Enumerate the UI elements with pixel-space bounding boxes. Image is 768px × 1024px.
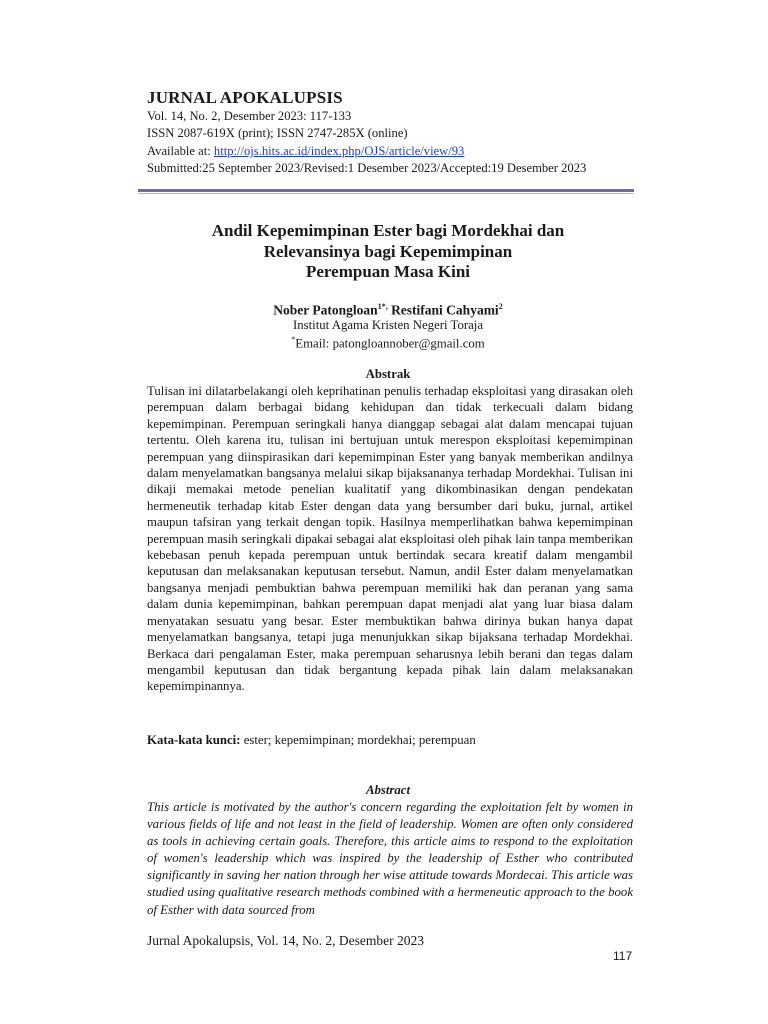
abstrak-body: Tulisan ini dilatarbelakangi oleh keprihatinan penulis terhadap eksploitasi yang dirasakan oleh perempuan dalam berbagai bidang kehidupan dan tidak terkecuali dalam bidang kepemimpinan. Perempuan seringkali hanya dianggap sebagai alat dalam mencapai tujuan tertentu. Oleh karena itu, tulisan ini bertujuan untuk merespon eksploitasi kepemimpinan perempuan yang diinspirasikan dari kepemimpinan Ester yang banyak memberikan andilnya dalam menyelamatkan bangsanya melalui sikap bijaksananya terhadap Mordekhai. Tulisan ini dikaji memakai metode penelian kualitatif yang dikombinasikan dengan pendekatan hermeneutik terhadap kitab Ester dengan data yang bersumber dari buku, jurnal, artikel maupun tafsiran yang terkait dengan topik. Hasilnya memperlihatkan bahwa kepemimpinan perempuan masih seringkali dipakai sebagai alat eksploitasi oleh pihak lain tanpa memberikan kebebasan penuh kepada perempuan untuk bertindak secara kreatif dalam mengambil keputusan dan melaksanakan keputusan tersebut. Namun, andil Ester dalam menyelamatkan bangsanya menjadi pembuktian bahwa perempuan memiliki hak dan peranan yang sama dalam dunia kepemimpinan, bahkan perempuan dapat menjadi alat yang luar biasa dalam menyatakan sesuatu yang besar. Ester membuktikan bahwa dirinya bukan hanya dapat menyelamatkan bangsanya, tetapi juga menunjukkan sikap bijaksana terhadap Mordekhai. Berkaca dari pengalaman Ester, maka perempuan seharusnya lebih berani dan tegas dalam mengambil keputusan dan tidak bergantung kepada pihak lain dalam melaksanakan kepemimpinannya. [147, 384, 633, 694]
submission-dates: Submitted:25 September 2023/Revised:1 Desember 2023/Accepted:19 Desember 2023 [147, 161, 587, 175]
volume-line: Vol. 14, No. 2, Desember 2023: 117-133 [147, 109, 352, 123]
author-list [140, 302, 636, 319]
keywords [147, 733, 633, 748]
available-prefix: Available at: [147, 144, 214, 158]
abstract-heading: Abstract [365, 783, 411, 797]
author-name: Nober Patongloan [273, 302, 378, 318]
email-mark: * [291, 335, 296, 344]
abstract-body: This article is motivated by the author's concern regarding the exploitation felt by women in various fields of life and not least in the field of leadership. Women are often only considered as tools in achieving certain goals. Therefore, this article aims to respond to the exploitation of women's leadership which was inspired by the leadership of Esther who contributed significantly in saving her nation through her wise attitude towards Mordecai. This article was studied using qualitative research methods combined with a hermeneutic approach to the book of Esther with data sourced from [147, 800, 633, 917]
keywords-label: Kata-kata kunci: [147, 733, 241, 747]
article-title [140, 221, 636, 283]
header-divider [138, 189, 634, 192]
corresponding-email [140, 335, 636, 351]
journal-name: JURNAL APOKALUPSIS [147, 88, 343, 107]
title-line: Perempuan Masa Kini [305, 262, 471, 281]
keywords-list: ester; kepemimpinan; mordekhai; perempuan [240, 733, 476, 747]
author-affiliation-mark: 2 [498, 302, 503, 311]
page-footer: Jurnal Apokalupsis, Vol. 14, No. 2, Desember 2023 [147, 933, 424, 948]
title-line: Relevansinya bagi Kepemimpinan [263, 241, 513, 261]
available-line [147, 143, 464, 160]
author-name: Restifani Cahyami [387, 302, 499, 318]
title-line: Andil Kepemimpinan Ester bagi Mordekhai dan [211, 221, 565, 240]
author-affiliation-mark: 1*, [377, 302, 388, 311]
email-text: Email: patongloannober@gmail.com [295, 336, 485, 351]
issn-line: ISSN 2087-619X (print); ISSN 2747-285X (online) [147, 126, 408, 140]
article-url-link[interactable]: http://ojs.hits.ac.id/index.php/OJS/article/view/93 [213, 144, 465, 158]
page-number: 117 [613, 949, 633, 963]
institution: Institut Agama Kristen Negeri Toraja [292, 318, 484, 332]
header-divider-shadow [138, 193, 634, 194]
abstrak-heading: Abstrak [365, 367, 411, 381]
